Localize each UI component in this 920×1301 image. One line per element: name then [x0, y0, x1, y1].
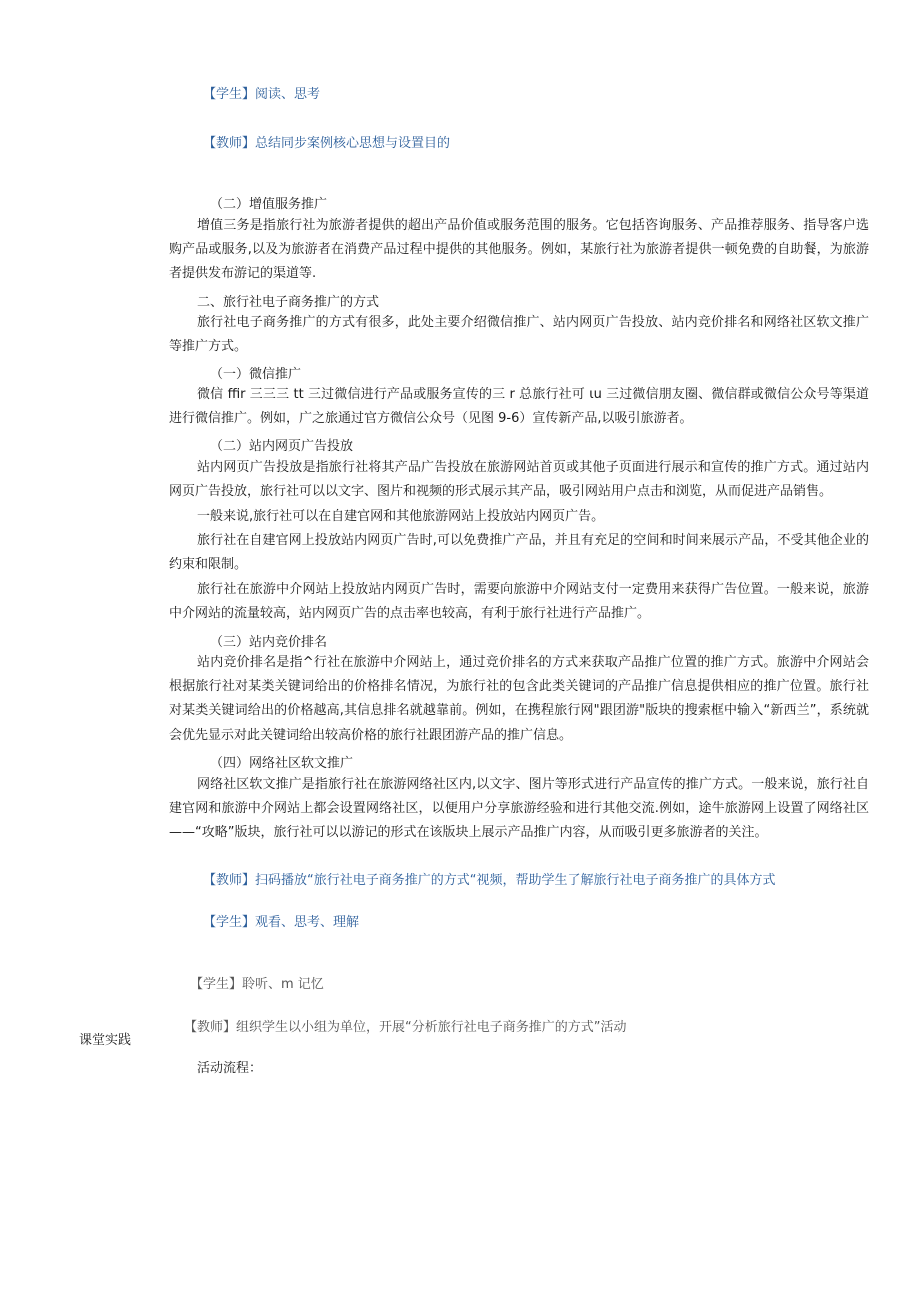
activity-flow-label: 活动流程： — [197, 1061, 263, 1076]
webad-paragraph-1: 站内网页广告投放是指旅行社将其产品广告投放在旅游网站首页或其他子页面进行展示和宣传的推广方式。通过站内网页广告投放，旅行社可以以文字、图片和视频的形式展示其产品，吸引网站用户点击和浏览，从而促进产品销售。 — [169, 460, 869, 500]
student-read-note: 【学生】阅读、思考 — [203, 87, 321, 102]
ecommerce-paragraph: 旅行社电子商务推广的方式有很多，此处主要介绍微信推广、站内网页广告投放、站内竞价排名和网络社区软文推广等推广方式。 — [169, 315, 869, 355]
webad-paragraph-2: 一般来说,旅行社可以在自建官网和其他旅游网站上投放站内网页广告。 — [197, 509, 605, 524]
community-paragraph: 网络社区软文推广是指旅行社在旅游网络社区内,以文字、图片等形式进行产品宣传的推广方式。一般来说，旅行社自建官网和旅游中介网站上都会设置网络社区，以便用户分享旅游经验和进行其他交流.例如，途牛旅游网上设置了网络社区——“攻略”版块，旅行社可以以游记的形式在该版块上展示产品推广内容，从而吸引更多旅游者的关注。 — [169, 777, 869, 841]
teacher-video-note: 【教师】扫码播放“旅行社电子商务推广的方式“视频，帮助学生了解旅行社电子商务推广的具体方式 — [203, 873, 776, 888]
student-watch-note: 【学生】观看、思考、理解 — [203, 915, 360, 930]
student-listen-note: 【学生】聆听、m 记忆 — [190, 977, 324, 992]
webad-heading: （二）站内网页广告投放 — [210, 439, 354, 454]
community-heading: （四）网络社区软文推广 — [210, 756, 354, 771]
wechat-heading: （一）微信推广 — [210, 367, 302, 382]
teacher-activity-note: 【教师】组织学生以小组为单位，开展“分析旅行社电子商务推广的方式”活动 — [184, 1020, 627, 1035]
row-label-classroom-practice: 课堂实践 — [79, 1033, 132, 1048]
bidding-heading: （三）站内竞价排名 — [210, 635, 328, 650]
ecommerce-heading: 二、旅行社电子商务推广的方式 — [197, 295, 380, 310]
bidding-paragraph: 站内竞价排名是指^行社在旅游中介网站上，通过竞价排名的方式来获取产品推广位置的推广方式。旅游中介网站会根据旅行社对某类关键词给出的价格排名情况，为旅行社的包含此类关键词的产品推广信息提供相应的推广位置。旅行社对某类关键词给出的价格越高,其信息排名就越靠前。例如，在携程旅行网"跟团游"版块的搜索框中输入“新西兰”，系统就会优先显示对此关键词给出较高价格的旅行社跟团游产品的推广信息。 — [169, 655, 869, 743]
value-added-heading: （二）增值服务推广 — [210, 197, 328, 212]
value-added-paragraph: 增值三务是指旅行社为旅游者提供的超出产品价值或服务范围的服务。它包括咨询服务、产品推荐服务、指导客户选购产品或服务,以及为旅游者在消费产品过程中提供的其他服务。例如，某旅行社为旅游者提供一顿免费的自助餐，为旅游者提供发布游记的渠道等. — [169, 218, 869, 282]
teacher-summary-note: 【教师】总结同步案例核心思想与设置目的 — [203, 136, 451, 151]
webad-paragraph-3: 旅行社在自建官网上投放站内网页广告时,可以免费推广产品，并且有充足的空间和时间来展示产品，不受其他企业的约束和限制。 — [169, 533, 869, 573]
webad-paragraph-4: 旅行社在旅游中介网站上投放站内网页广告时，需要向旅游中介网站支付一定费用来获得广告位置。一般来说，旅游中介网站的流量较高，站内网页广告的点击率也较高，有利于旅行社进行产品推广。 — [169, 582, 869, 622]
wechat-paragraph: 微信 ffir 三三三 tt 三过微信进行产品或服务宣传的三 r 总旅行社可 ιu 三过微信朋友圈、微信群或微信公众号等渠道进行微信推广。例如，广之旅通过官方微信公众号（见图 9-6）宣传新产品,以吸引旅游者。 — [169, 387, 869, 427]
